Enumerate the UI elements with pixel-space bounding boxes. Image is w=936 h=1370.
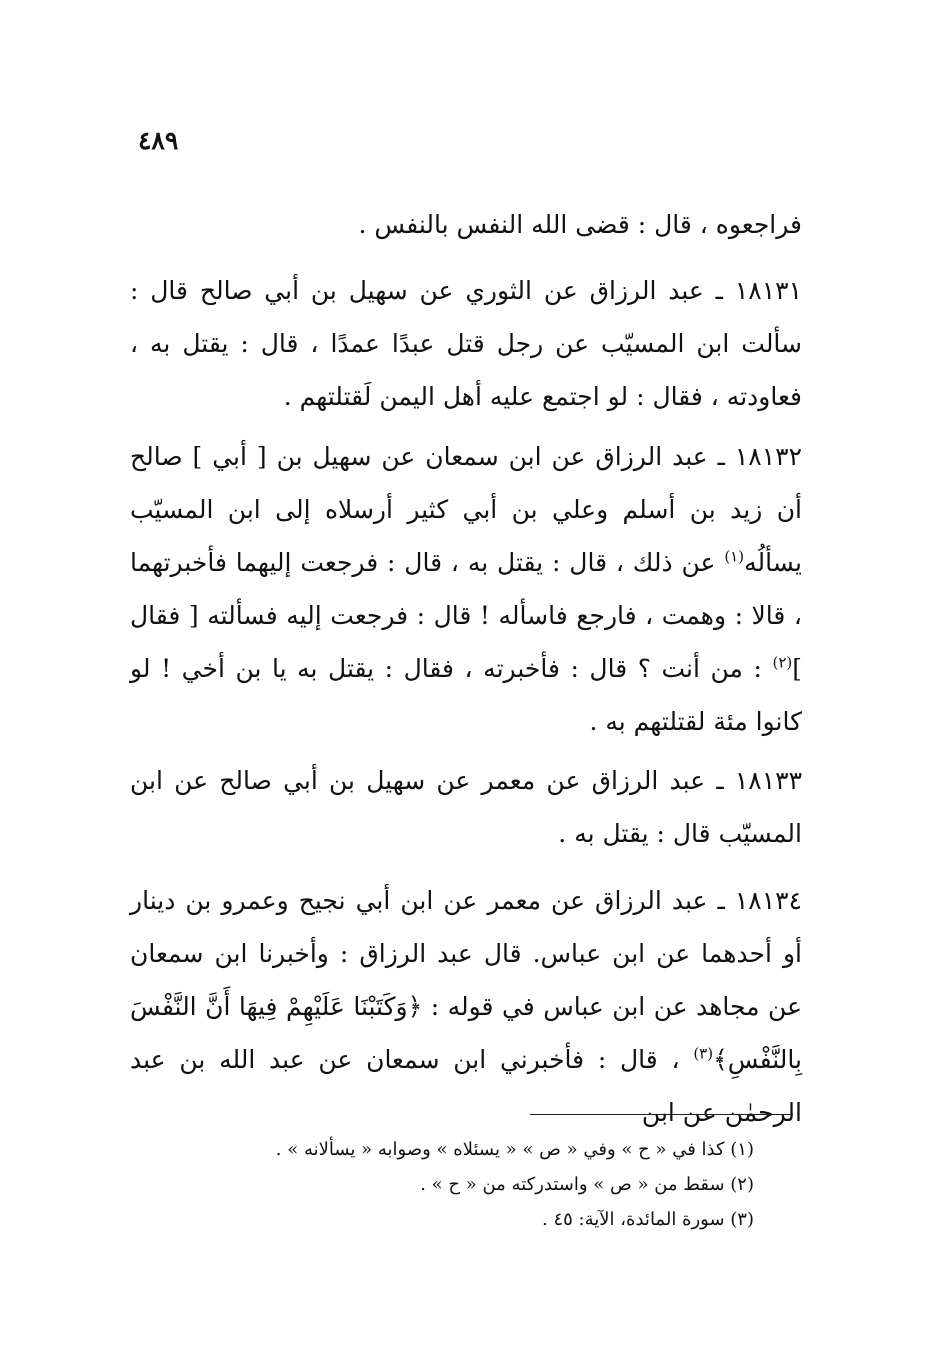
paragraph-18134 <box>130 874 802 1139</box>
paragraph-text-part: ، قال : فأخبرني ابن سمعان عن عبد الله بن عبد الرحمٰن عن ابن <box>130 1045 802 1127</box>
footnote-2: (٢) سقط من « ص » واستدركته من « ح » . <box>420 1174 754 1195</box>
footnote-reference-2[interactable]: (٢) <box>772 653 793 672</box>
paragraph-text-part: ١٨١٣٤ ـ عبد الرزاق عن معمر عن ابن أبي نجيح وعمرو بن دينار أو أحدهما عن ابن عباس. قال عبد الرزاق : وأخبرنا ابن سمعان عن مجاهد عن ابن عباس في قوله : ﴿وَكَتَبْنَا عَلَيْهِمْ فِيهَا أَنَّ النَّفْسَ بِالنَّفْسِ﴾ <box>130 886 802 1074</box>
footnote-3: (٣) سورة المائدة، الآية: ٤٥ . <box>542 1209 754 1230</box>
paragraph-18131: ١٨١٣١ ـ عبد الرزاق عن الثوري عن سهيل بن أبي صالح قال : سألت ابن المسيّب عن رجل قتل عبدًا عمدًا ، قال : يقتل به ، فعاودته ، فقال : لو اجتمع عليه أهل اليمن لَقتلتهم . <box>130 276 802 411</box>
paragraph-18132 <box>130 430 802 748</box>
paragraph-text-part: ١٨١٣٢ ـ عبد الرزاق عن ابن سمعان عن سهيل بن [ أبي ] صالح أن زيد بن أسلم وعلي بن أبي كثير أرسلاه إلى ابن المسيّب يسألُه <box>130 442 802 577</box>
page-number: ٤٨٩ <box>138 126 179 155</box>
paragraph-continuation: فراجعوه ، قال : قضى الله النفس بالنفس . <box>358 210 802 239</box>
paragraph-18133: ١٨١٣٣ ـ عبد الرزاق عن معمر عن سهيل بن أبي صالح عن ابن المسيّب قال : يقتل به . <box>130 766 802 848</box>
footnote-1: (١) كذا في « ح » وفي « ص » « يسئلاه » وصوابه « يسألانه » . <box>275 1139 754 1160</box>
paragraph-text-part: : من أنت ؟ قال : فأخبرته ، فقال : يقتل به يا بن أخي ! لو كانوا مئة لقتلتهم به . <box>130 654 802 736</box>
footnote-reference-1[interactable]: (١) <box>724 547 745 566</box>
footnote-divider <box>530 1114 793 1115</box>
footnotes-section <box>154 1132 754 1237</box>
footnote-reference-3[interactable]: (٣) <box>693 1044 714 1063</box>
paragraph-text-part: عن ذلك ، قال : يقتل به ، قال : فرجعت إليهما فأخبرتهما ، قالا : وهمت ، فارجع فاسأله ! قال : فرجعت إليه فسألته [ فقال ] <box>130 548 802 683</box>
